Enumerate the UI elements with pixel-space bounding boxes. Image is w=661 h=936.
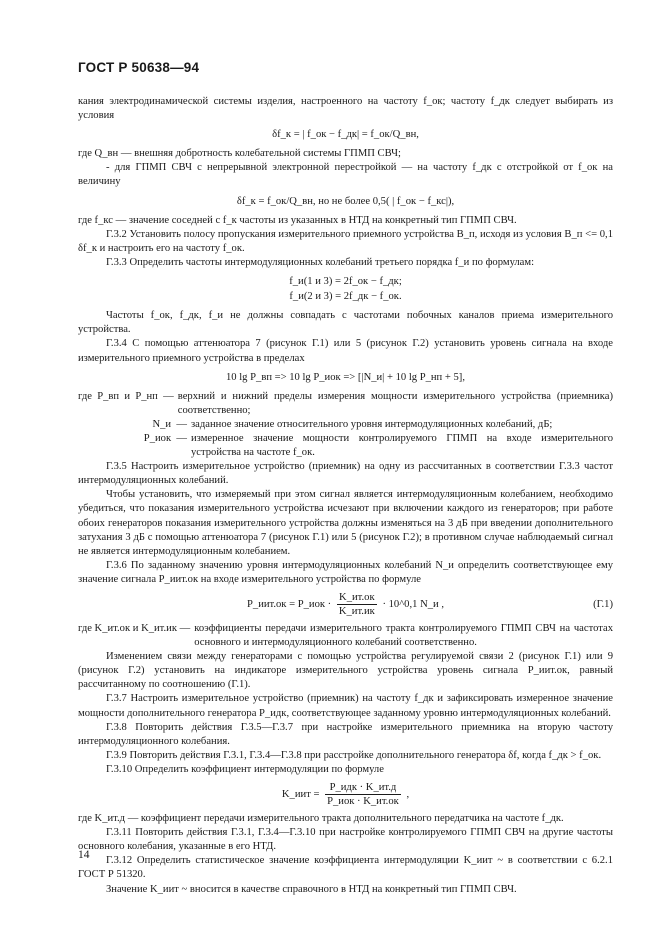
definition-term: где K_ит.ок и K_ит.ик — xyxy=(78,623,191,634)
definition-text: заданное значение относительного уровня интермодуляционных колебаний, дБ; xyxy=(191,418,553,430)
definition-term: где P_вп и P_нп — xyxy=(78,390,174,402)
formula-lhs: K_иит = xyxy=(281,788,320,800)
paragraph: Чтобы установить, что измеряемый при этом сигнал является интермодуляционным колебанием, необходимо убедиться, что показания измерительного устройства исчезают при включении каждого из генераторов; при работе обоих генераторов показания измерительного устройства должны изменяться на 3 дБ при введении дополнительного затухания 3 дБ с помощью аттенюатора 7 (рисунок Г.1) или 5 (рисунок Г.2); в противном случае наблюдаемый сигнал не является интермодуляционным колебанием. xyxy=(78,489,613,557)
formula-fraction xyxy=(325,781,401,808)
formula-fraction xyxy=(337,591,377,618)
paragraph: кания электродинамической системы изделия, настроенного на частоту f_ок; частоту f_дк следует выбирать из условия xyxy=(78,96,613,122)
paragraph: Г.3.10 Определить коэффициент интермодуляции по формуле xyxy=(106,763,384,775)
paragraph: Г.3.9 Повторить действия Г.3.1, Г.3.4—Г.3.8 при расстройке дополнительного генератора δf, когда f_дк > f_ок. xyxy=(106,749,602,761)
formula: f_и(2 и 3) = 2f_дк − f_ок. xyxy=(289,291,402,303)
paragraph: Г.3.8 Повторить действия Г.3.5—Г.3.7 при настройке измерительного приемника на вторую частоту интермодуляционного колебания. xyxy=(78,721,613,747)
paragraph: Г.3.7 Настроить измерительное устройство (приемник) на частоту f_дк и зафиксировать измеренное значение мощности дополнительного генератора P_идк, соответствующее заданному уровню интермодуляционных колебаний. xyxy=(78,693,613,719)
definition-text: коэффициенты передачи измерительного тракта контролируемого ГПМП СВЧ на частотах основного и интермодуляционного колебаний соответственно. xyxy=(194,623,613,649)
formula-rhs: , xyxy=(406,788,410,800)
formula-lhs: P_иит.ок = P_иок · xyxy=(247,598,332,610)
paragraph: Г.3.11 Повторить действия Г.3.1, Г.3.4—Г.3.10 при настройке контролируемого ГПМП СВЧ на другие частоты основного колебания, указанные в его НТД. xyxy=(78,827,613,853)
definition-term: P_иок — xyxy=(143,432,187,444)
fraction-denominator: P_иок · K_ит.ок xyxy=(327,796,399,808)
paragraph: где f_кс — значение соседней с f_к частоты из указанных в НТД на конкретный тип ГПМП СВЧ. xyxy=(78,214,517,226)
fraction-numerator: K_ит.ок xyxy=(337,591,377,605)
paragraph: Г.3.4 С помощью аттенюатора 7 (рисунок Г.1) или 5 (рисунок Г.2) установить уровень сигнала на входе измерительного приемного устройства в пределах xyxy=(78,338,613,364)
definition-row xyxy=(78,390,613,418)
paragraph: Г.3.2 Установить полосу пропускания измерительного приемного устройства B_п, исходя из условия B_п <= 0,1 δf_к и настроить его на частоту f_ок. xyxy=(78,228,613,254)
paragraph: где Q_вн — внешняя добротность колебательной системы ГПМП СВЧ; xyxy=(78,148,401,160)
paragraph: Г.3.3 Определить частоты интермодуляционных колебаний третьего порядка f_и по формулам: xyxy=(106,256,535,268)
formula-rhs: · 10^0,1 N_и , xyxy=(382,598,444,610)
paragraph: Г.3.5 Настроить измерительное устройство (приемник) на одну из рассчитанных в соответствии Г.3.3 частот интермодуляционных колебаний. xyxy=(78,461,613,487)
fraction-numerator: P_идк · K_ит.д xyxy=(325,781,401,795)
definition-row xyxy=(140,418,613,432)
paragraph: где K_ит.д — коэффициент передачи измерительного тракта дополнительного передатчика на частоте f_дк. xyxy=(78,813,564,825)
fraction-denominator: K_ит.ик xyxy=(338,606,375,617)
paragraph: Г.3.6 По заданному значению уровня интермодуляционных колебаний N_и определить соответствующее ему значение сигнала P_иит.ок на входе измерительного устройства по формуле xyxy=(78,559,613,585)
formula-kint xyxy=(78,781,613,808)
definition-text: измеренное значение мощности контролируемого ГПМП на входе измерительного устройства на частоте f_ок. xyxy=(191,432,613,459)
formula: 10 lg P_вп => 10 lg P_иок => [|N_и| + 10 lg P_нп + 5], xyxy=(226,371,465,383)
definition-row xyxy=(78,622,613,650)
page-header: ГОСТ Р 50638—94 xyxy=(78,60,200,75)
paragraph: Г.3.12 Определить статистическое значение коэффициента интермодуляции K_иит ~ в соответствии с 6.2.1 ГОСТ Р 51320. xyxy=(78,855,613,881)
paragraph: Изменением связи между генераторами с помощью устройства регулируемой связи 2 (рисунок Г.1) или 9 (рисунок Г.2) установить на индикаторе измерительного устройства уровень сигнала P_иит.ок, равный рассчитанному по соотношению (Г.1). xyxy=(78,651,613,691)
formula: δf_к = f_ок/Q_вн, но не более 0,5( | f_ок − f_кс|), xyxy=(236,195,455,207)
definition-term: N_и — xyxy=(152,418,187,430)
paragraph: - для ГПМП СВЧ с непрерывной электронной перестройкой — на частоту f_дк с отстройкой от f_ок на величину xyxy=(78,162,613,188)
paragraph: Значение K_иит ~ вносится в качестве справочного в НТД на конкретный тип ГПМП СВЧ. xyxy=(106,883,517,895)
definition-text: верхний и нижний пределы измерения мощности измерительного устройства (приемника) соответственно; xyxy=(177,390,613,416)
equation-number: (Г.1) xyxy=(593,598,613,610)
page-body xyxy=(78,95,613,897)
formula-g1 xyxy=(78,591,613,618)
paragraph: Частоты f_ок, f_дк, f_и не должны совпадать с частотами побочных каналов приема измерительного устройства. xyxy=(78,310,613,336)
definition-row xyxy=(140,432,613,460)
page-number: 14 xyxy=(78,849,90,861)
formula: δf_к = | f_ок − f_дк| = f_ок/Q_вн, xyxy=(272,129,419,141)
formula: f_и(1 и 3) = 2f_ок − f_дк; xyxy=(289,276,402,288)
